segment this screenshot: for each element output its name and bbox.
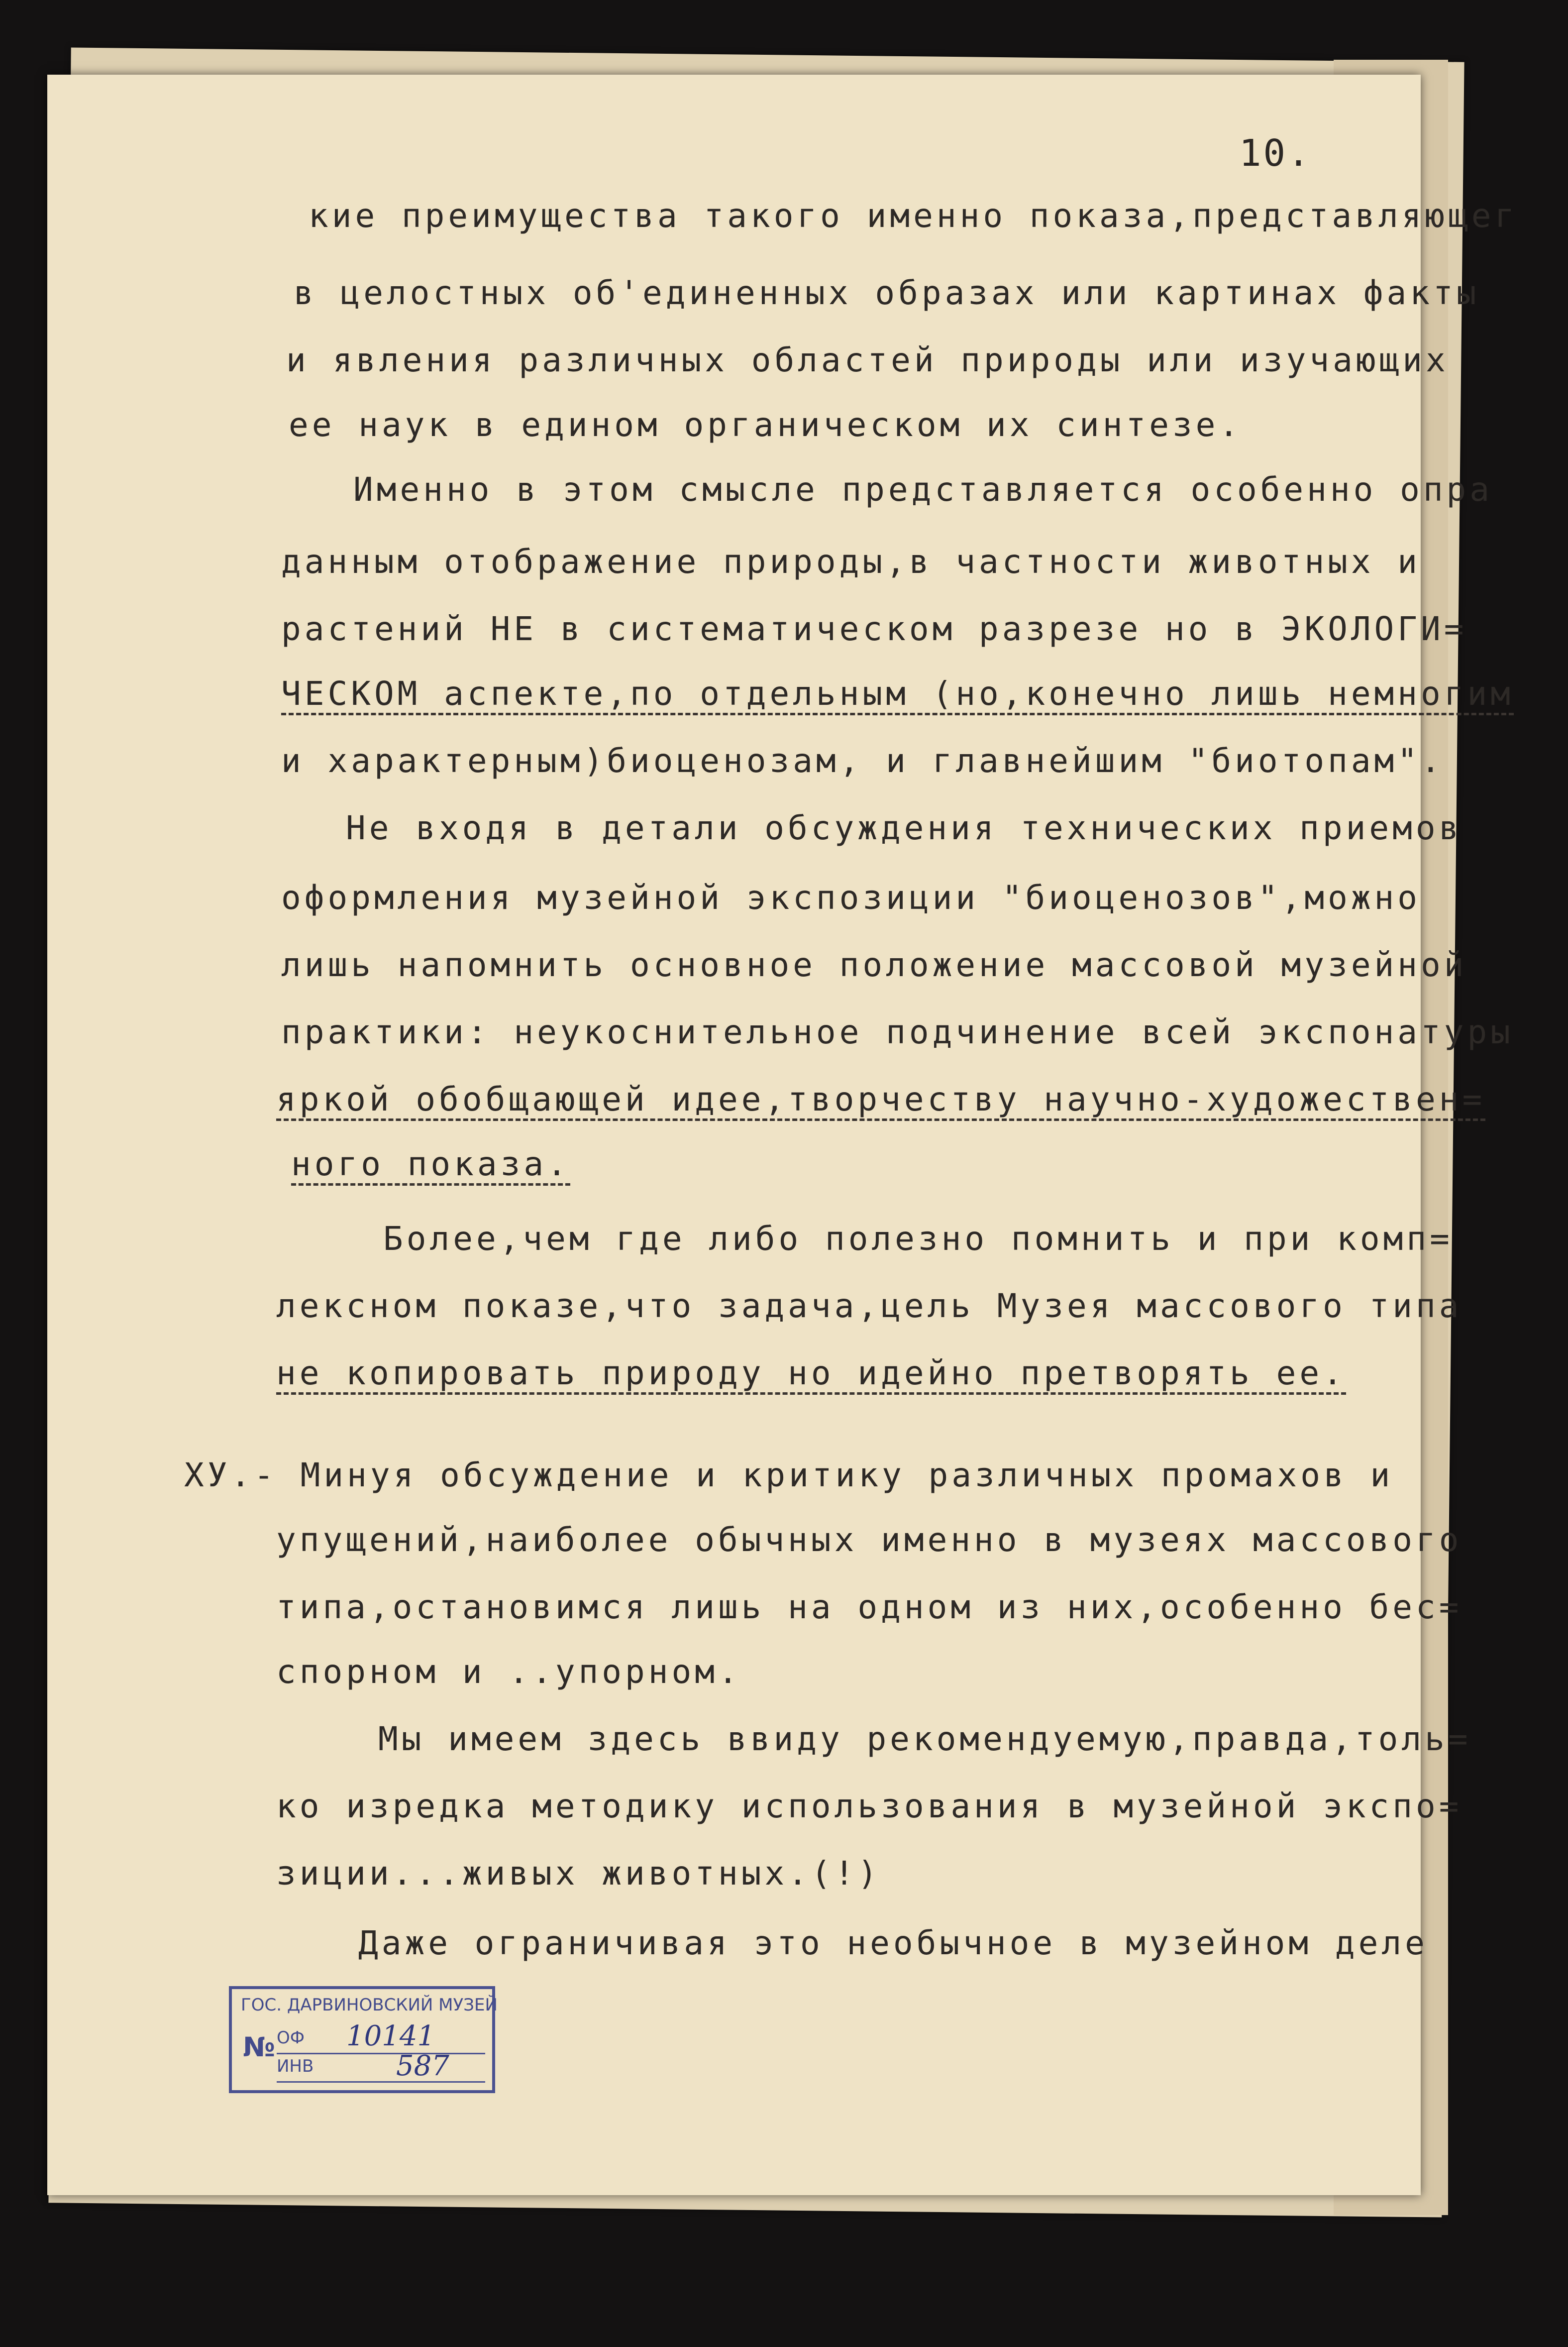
text-line: растений НЕ в систематическом разрезе но в ЭКОЛОГИ= xyxy=(281,610,1467,648)
stamp-title: ГОС. ДАРВИНОВСКИЙ МУЗЕЙ xyxy=(241,1995,498,2015)
text-line: Не входя в детали обсуждения технических приемов xyxy=(346,809,1463,847)
text-line: ХУ.- Минуя обсуждение и критику различных промахов и xyxy=(184,1456,1394,1494)
stamp-divider xyxy=(277,2053,485,2054)
text-line: зиции...живых животных.(!) xyxy=(276,1854,881,1893)
museum-inventory-stamp xyxy=(229,1986,498,2093)
text-line-underlined: ного показа. xyxy=(291,1145,570,1186)
text-line: оформления музейной экспозиции "биоценозов",можно xyxy=(281,879,1421,917)
text-line-underlined: не копировать природу но идейно претворять ее. xyxy=(276,1354,1346,1395)
stamp-inv-number: 587 xyxy=(396,2050,449,2082)
text-line: и явления различных областей природы или изучающих xyxy=(286,341,1449,379)
page-number: 10. xyxy=(1239,132,1312,175)
text-line: кие преимущества такого именно показа,представляющег xyxy=(309,197,1518,235)
text-line: спорном и ..упорном. xyxy=(276,1653,741,1691)
text-line: ко изредка методику использования в музейной экспо= xyxy=(276,1787,1463,1825)
text-line: лишь напомнить основное положение массовой музейной xyxy=(281,946,1467,984)
stamp-number-sign: № xyxy=(243,2031,275,2063)
text-line-underlined: ЧЕСКОМ аспекте,по отдельным (но,конечно лишь немногим xyxy=(281,674,1514,715)
text-line: в целостных об'единенных образах или картинах факты xyxy=(294,274,1480,312)
text-line: Именно в этом смысле представляется особенно опра xyxy=(353,470,1493,509)
text-line: Мы имеем здесь ввиду рекомендуемую,правда,толь= xyxy=(378,1720,1471,1758)
text-line-underlined: яркой обобщающей идее,творчеству научно-художествен= xyxy=(276,1080,1485,1121)
text-line: типа,остановимся лишь на одном из них,особенно бес= xyxy=(276,1588,1463,1626)
text-line: лексном показе,что задача,цель Музея массового типа xyxy=(276,1287,1463,1325)
text-line: упущений,наиболее обычных именно в музеях массового xyxy=(276,1521,1463,1559)
text-line: ее наук в едином органическом их синтезе. xyxy=(289,406,1243,444)
stamp-divider xyxy=(277,2081,485,2083)
stamp-of-label: ОФ xyxy=(277,2028,305,2048)
stamp-of-number: 10141 xyxy=(346,2020,435,2052)
text-line: практики: неукоснительное подчинение всей экспонатуры xyxy=(281,1013,1514,1051)
stamp-inv-label: ИНВ xyxy=(277,2056,314,2076)
text-line: и характерным)биоценозам, и главнейшим "биотопам". xyxy=(281,742,1444,780)
text-line: Даже ограничивая это необычное в музейном деле xyxy=(358,1924,1428,1962)
text-line: Более,чем где либо полезно помнить и при комп= xyxy=(383,1220,1453,1258)
text-line: данным отображение природы,в частности животных и xyxy=(281,543,1421,581)
